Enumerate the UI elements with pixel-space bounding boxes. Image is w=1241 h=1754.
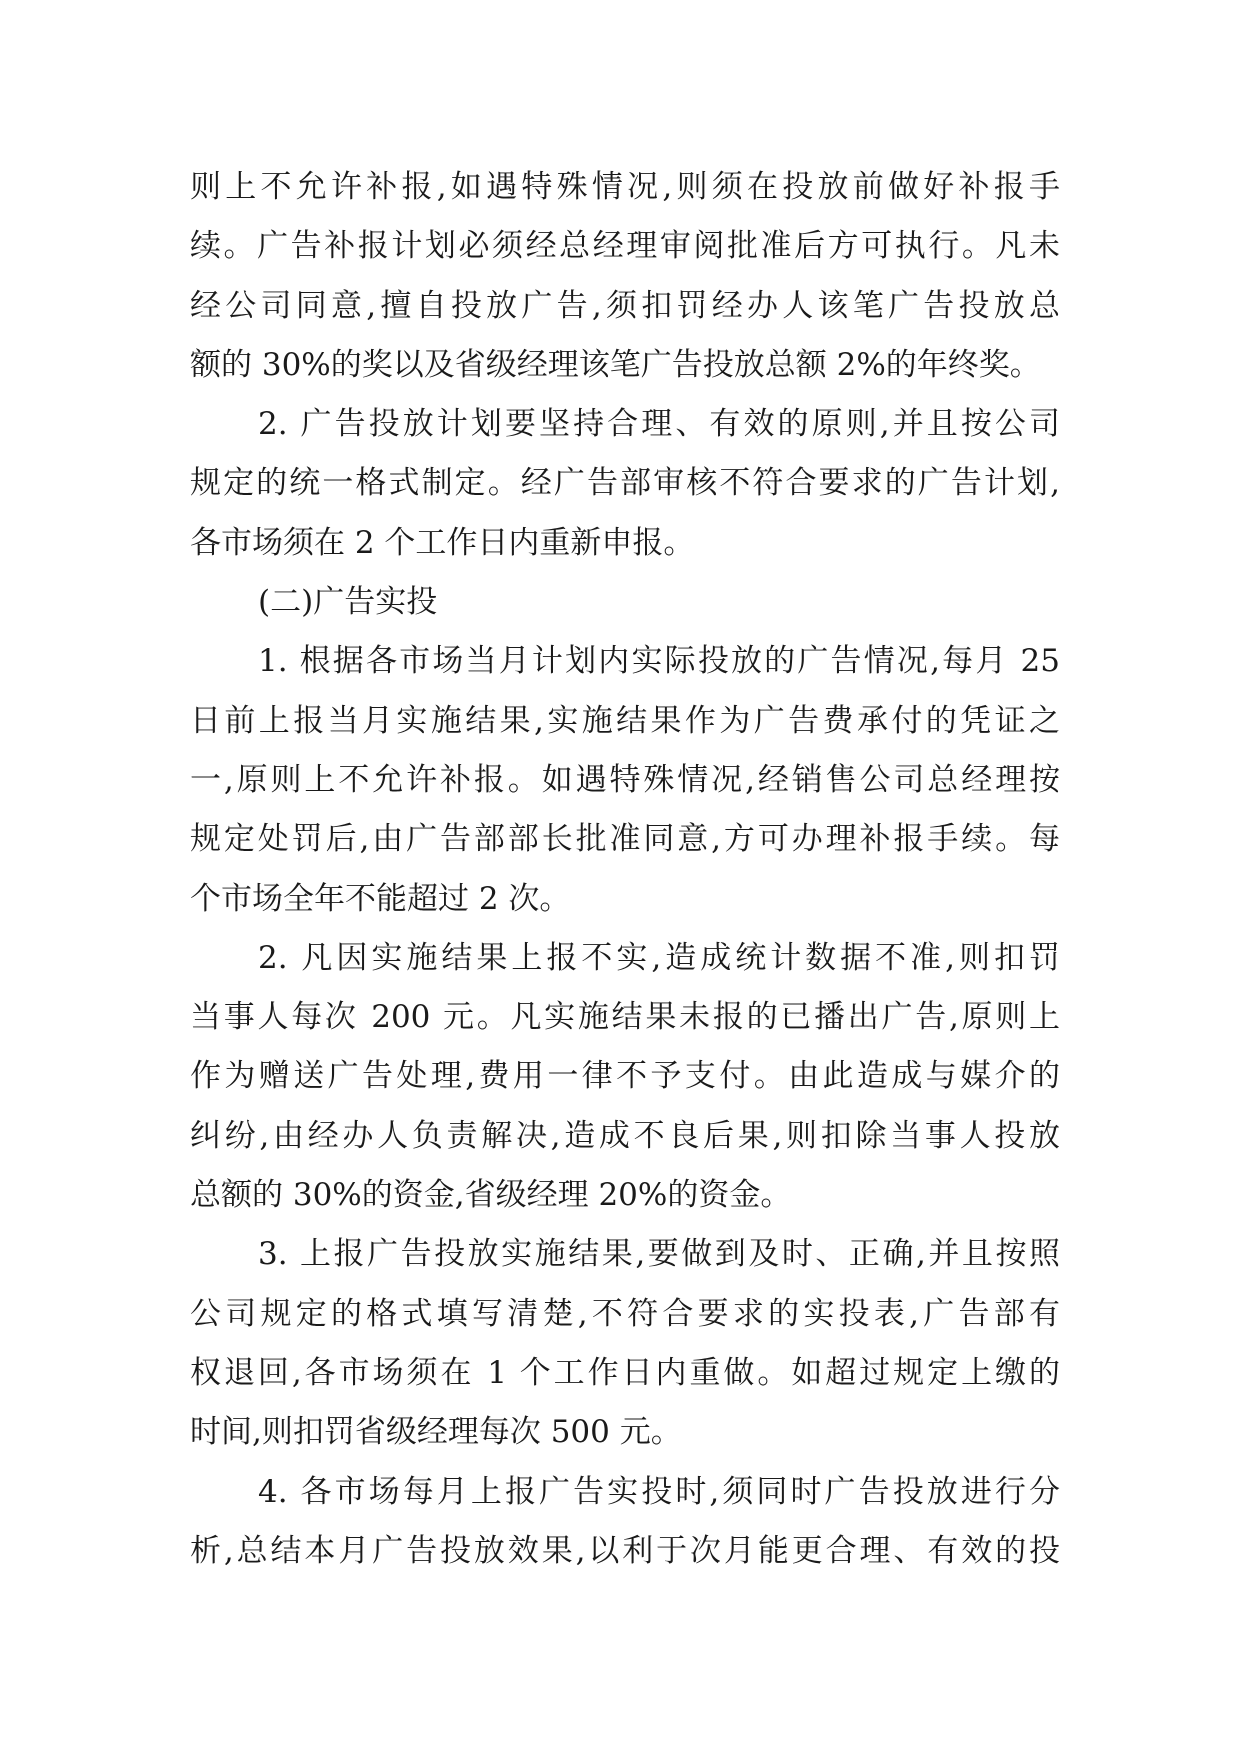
text-line: 续。广告补报计划必须经总经理审阅批准后方可执行。凡未 <box>190 228 1060 265</box>
text-line: 经公司同意,擅自投放广告,须扣罚经办人该笔广告投放总 <box>190 287 1060 324</box>
paragraph-start-line: 2. 广告投放计划要坚持合理、有效的原则,并且按公司 <box>258 406 1060 443</box>
text-line: 纠纷,由经办人负责解决,造成不良后果,则扣除当事人投放 <box>190 1117 1060 1154</box>
text-line: 总额的 30%的资金,省级经理 20%的资金。 <box>190 1177 792 1214</box>
paragraph-start-line: 1. 根据各市场当月计划内实际投放的广告情况,每月 25 <box>258 643 1060 680</box>
text-line: 析,总结本月广告投放效果,以利于次月能更合理、有效的投 <box>190 1532 1060 1569</box>
text-line: 公司规定的格式填写清楚,不符合要求的实投表,广告部有 <box>190 1295 1060 1332</box>
section-heading: (二)广告实投 <box>258 584 438 621</box>
paragraph-start-line: 4. 各市场每月上报广告实投时,须同时广告投放进行分 <box>258 1473 1060 1510</box>
document-body <box>190 158 1060 1581</box>
text-line: 则上不允许补报,如遇特殊情况,则须在投放前做好补报手 <box>190 169 1060 205</box>
text-line: 额的 30%的奖以及省级经理该笔广告投放总额 2%的年终奖。 <box>190 346 1041 383</box>
text-line: 当事人每次 200 元。凡实施结果未报的已播出广告,原则上 <box>190 999 1060 1036</box>
text-line: 时间,则扣罚省级经理每次 500 元。 <box>190 1414 682 1451</box>
text-line: 规定处罚后,由广告部部长批准同意,方可办理补报手续。每 <box>190 821 1060 858</box>
text-line: 日前上报当月实施结果,实施结果作为广告费承付的凭证之 <box>190 702 1060 739</box>
text-line: 规定的统一格式制定。经广告部审核不符合要求的广告计划, <box>190 465 1060 502</box>
text-line: 各市场须在 2 个工作日内重新申报。 <box>190 524 695 561</box>
text-line: 个市场全年不能超过 2 次。 <box>190 880 571 917</box>
paragraph-start-line: 2. 凡因实施结果上报不实,造成统计数据不准,则扣罚 <box>258 939 1060 976</box>
text-line: 一,原则上不允许补报。如遇特殊情况,经销售公司总经理按 <box>190 761 1060 798</box>
paragraph-start-line: 3. 上报广告投放实施结果,要做到及时、正确,并且按照 <box>258 1236 1060 1273</box>
text-line: 作为赠送广告处理,费用一律不予支付。由此造成与媒介的 <box>190 1058 1060 1095</box>
text-line: 权退回,各市场须在 1 个工作日内重做。如超过规定上缴的 <box>190 1354 1060 1391</box>
